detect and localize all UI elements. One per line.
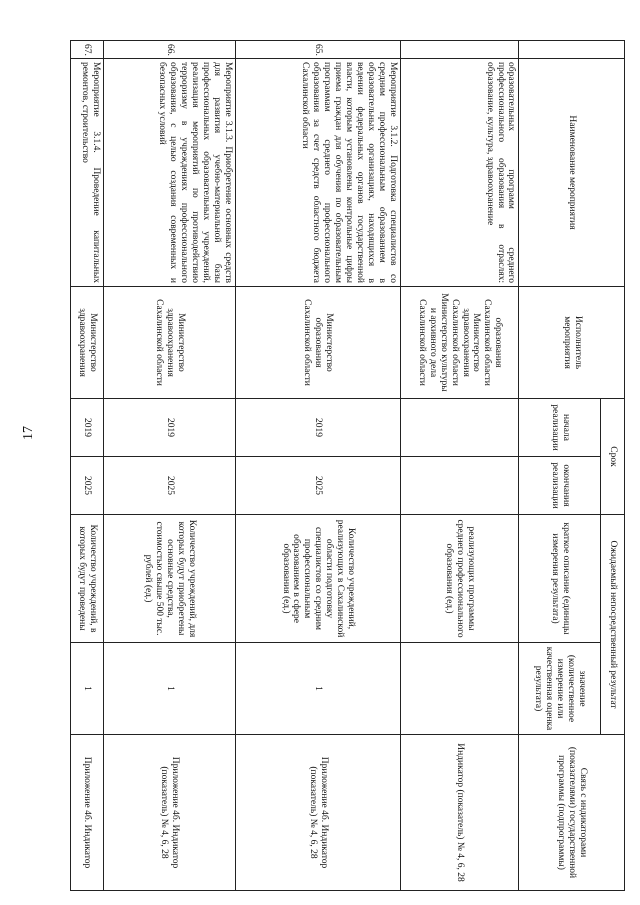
header-short: краткое описание (единицы измерения результата): [519, 515, 600, 643]
row-number: 67.: [71, 41, 104, 59]
row-number: 65.: [235, 41, 400, 59]
page-number: 17: [21, 426, 36, 440]
table-row: [235, 41, 400, 891]
row-end: 2025: [71, 457, 104, 515]
row-value: 1: [235, 643, 400, 735]
header-end: окончания реализации: [519, 457, 600, 515]
row-name: Мероприятие 3.1.4. Проведение капитальных ремонтов, строительство: [71, 59, 104, 287]
row-link: Приложение 4б. Индикатор (показатель) № 4, 6, 28: [235, 735, 400, 891]
header-start: начала реализации: [519, 399, 600, 457]
row-short: Количество учреждений, реализующих в Сахалинской области подготовку специалистов со средним профессиональным образованием в сфере образования (ед.): [235, 515, 400, 643]
row-number: 66.: [104, 41, 236, 59]
row-short: реализующих программы среднего профессионального образования (ед.): [400, 515, 519, 643]
header-executor: Исполнитель мероприятия: [519, 287, 625, 399]
row-short: Количество учреждений, в которых будут проведены: [71, 515, 104, 643]
row-number: [400, 41, 519, 59]
row-start: 2019: [104, 399, 236, 457]
row-name: Мероприятие 3.1.3. Приобретение основных средств для развития учебно-материальной базы профессиональных образовательных учреждений, реализация мероприятий по противодействию терроризму в учреждениях профессионального образования, с целью создания современных и безопасных условий: [104, 59, 236, 287]
row-executor: Министерство здравоохранения: [71, 287, 104, 399]
row-link: Индикатор (показатель) № 4, 6, 28: [400, 735, 519, 891]
row-short: Количество учреждений, для которых будут приобретены основные средства, стоимостью свыше 500 тыс. рублей (ед.): [104, 515, 236, 643]
table-row: [71, 41, 104, 891]
row-value: 1: [71, 643, 104, 735]
row-name: образовательных программ среднего профессионального образования в отраслях: образование, культура, здравоохранение: [400, 59, 519, 287]
header-number: [519, 41, 625, 59]
row-start: 2019: [235, 399, 400, 457]
row-executor: образования Сахалинской области Министерство здравоохранения Сахалинской области Министерство культуры и архивного дела Сахалинской области: [400, 287, 519, 399]
header-value: значение (количественное измерение или качественная оценка результата): [519, 643, 600, 735]
table-wrapper: [70, 40, 625, 890]
row-link: Приложение 4б. Индикатор: [71, 735, 104, 891]
row-executor: Министерство здравоохранения Сахалинской области: [104, 287, 236, 399]
header-link: Связь с индикаторами (показателями) государственной программы (подпрограммы): [519, 735, 625, 891]
header-term: Срок: [600, 399, 624, 515]
rotated-table-frame: [70, 40, 625, 890]
row-start: 2019: [71, 399, 104, 457]
row-end: 2025: [104, 457, 236, 515]
row-end: [400, 457, 519, 515]
program-activities-table: [70, 40, 625, 891]
row-link: Приложение 4б. Индикатор (показатель) № 4, 6, 28: [104, 735, 236, 891]
table-row: [104, 41, 236, 891]
row-start: [400, 399, 519, 457]
row-value: [400, 643, 519, 735]
header-result: Ожидаемый непосредственный результат: [600, 515, 624, 735]
row-name: Мероприятие 3.1.2. Подготовка специалистов со средним профессиональным образованием в образовательных организациях, находящихся в ведении федеральных органов государственной власти, которым установлены контрольные цифры приема граждан для обучения по образовательным программам среднего профессионального образования за счет средств областного бюджета Сахалинской области: [235, 59, 400, 287]
row-end: 2025: [235, 457, 400, 515]
row-value: 1: [104, 643, 236, 735]
row-executor: Министерство образования Сахалинской области: [235, 287, 400, 399]
header-name: Наименование мероприятия: [519, 59, 625, 287]
table-row: [400, 41, 519, 891]
